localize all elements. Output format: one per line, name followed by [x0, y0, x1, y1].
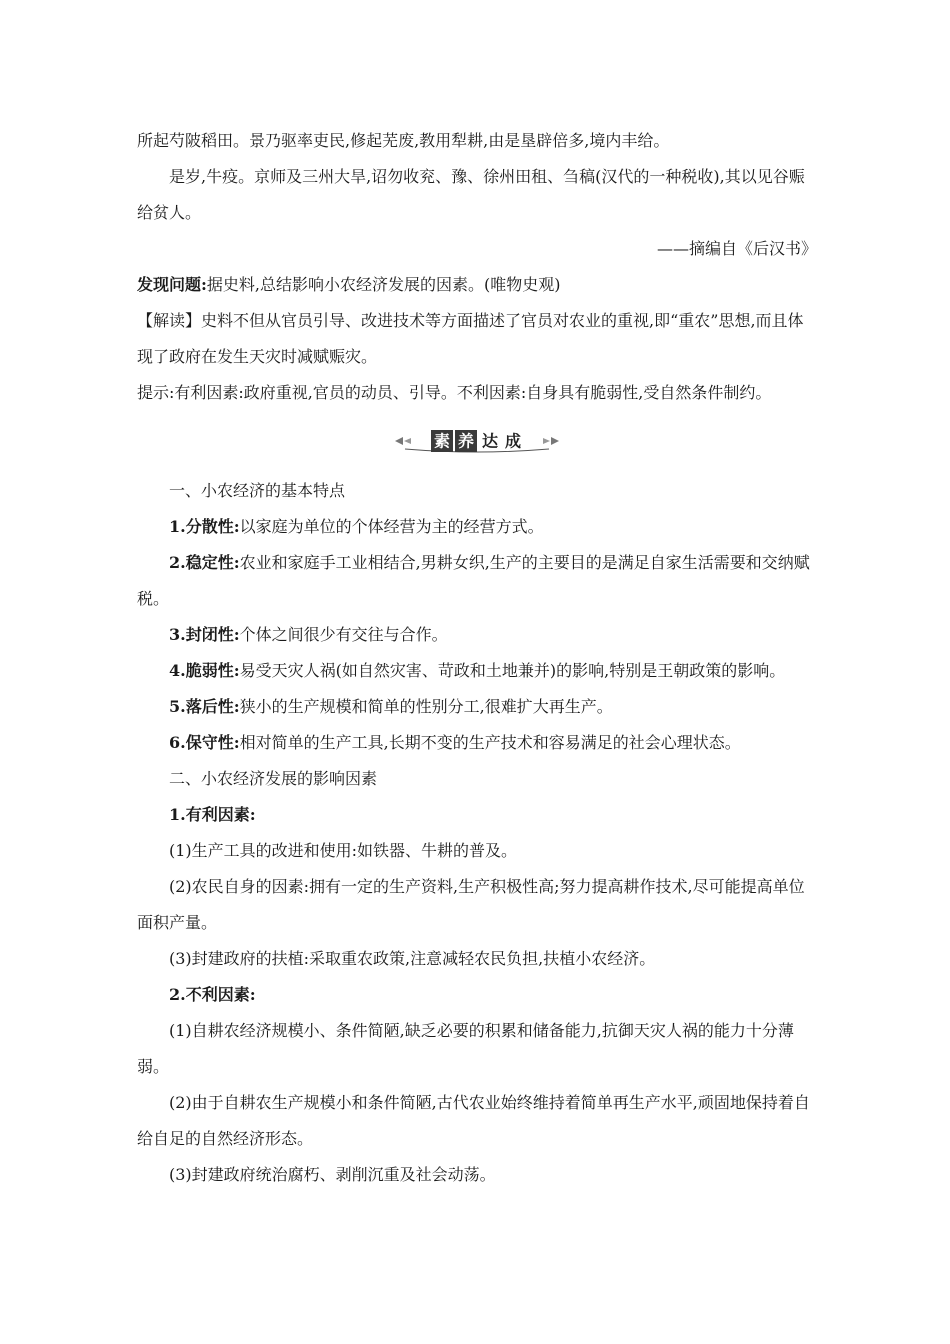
trait-label: 2.稳定性:	[169, 553, 240, 572]
question-paragraph	[137, 267, 817, 303]
banner-ornament	[391, 426, 563, 456]
trait-label: 3.封闭性:	[169, 625, 240, 644]
banner-char-2: 养	[457, 431, 475, 451]
trait-text: 农业和家庭手工业相结合,男耕女织,生产的主要目的是满足自家生活需要和交纳赋税。	[137, 553, 810, 608]
trait-text: 以家庭为单位的个体经营为主的经营方式。	[239, 517, 544, 536]
section1-heading: 一、小农经济的基本特点	[169, 481, 346, 500]
trait-item	[137, 725, 817, 761]
question-label: 发现问题:	[137, 275, 207, 294]
trait-text: 个体之间很少有交往与合作。	[239, 625, 448, 644]
factor-item: (2)农民自身的因素:拥有一定的生产资料,生产积极性高;努力提高耕作技术,尽可能提高单位面积产量。	[137, 877, 805, 932]
trait-label: 4.脆弱性:	[169, 661, 240, 680]
favorable-label: 1.有利因素:	[169, 805, 256, 824]
trait-text: 易受天灾人祸(如自然灾害、苛政和土地兼并)的影响,特别是王朝政策的影响。	[239, 661, 786, 680]
trait-item	[137, 653, 817, 689]
factor-item: (2)由于自耕农生产规模小和条件简陋,古代农业始终维持着简单再生产水平,顽固地保持着自给自足的自然经济形态。	[137, 1093, 810, 1148]
banner-char-3: 达	[481, 431, 499, 451]
unfavorable-label: 2.不利因素:	[169, 985, 256, 1004]
trait-text: 狭小的生产规模和简单的性别分工,很难扩大再生产。	[239, 697, 613, 716]
interpretation-paragraph	[137, 303, 817, 375]
interpretation-text: 史料不但从官员引导、改进技术等方面描述了官员对农业的重视,即“重农”思想,而且体现了政府在发生天灾时减赋赈灾。	[137, 311, 804, 366]
section2-heading: 二、小农经济发展的影响因素	[169, 769, 378, 788]
page-content	[137, 123, 817, 1193]
banner-char-4: 成	[504, 431, 522, 451]
factor-item: (3)封建政府统治腐朽、剥削沉重及社会动荡。	[169, 1165, 496, 1184]
interpretation-label: 【解读】	[137, 311, 202, 330]
trait-item	[137, 689, 817, 725]
question-text: 据史料,总结影响小农经济发展的因素。(唯物史观)	[206, 275, 561, 294]
factor-item: (1)生产工具的改进和使用:如铁器、牛耕的普及。	[169, 841, 518, 860]
trait-label: 6.保守性:	[169, 733, 240, 752]
source-paragraph-1: 所起芍陂稻田。景乃驱率吏民,修起芜废,教用犁耕,由是垦辟倍多,境内丰给。	[137, 131, 670, 150]
trait-label: 1.分散性:	[169, 517, 240, 536]
source-citation: ——摘编自《后汉书》	[656, 239, 817, 258]
trait-item	[137, 545, 817, 617]
trait-text: 相对简单的生产工具,长期不变的生产技术和容易满足的社会心理状态。	[239, 733, 741, 752]
trait-item	[137, 617, 817, 653]
trait-label: 5.落后性:	[169, 697, 240, 716]
banner-char-1: 素	[433, 431, 451, 451]
factor-item: (3)封建政府的扶植:采取重农政策,注意减轻农民负担,扶植小农经济。	[169, 949, 656, 968]
hint-paragraph: 提示:有利因素:政府重视,官员的动员、引导。不利因素:自身具有脆弱性,受自然条件制约。	[137, 383, 772, 402]
factor-item: (1)自耕农经济规模小、条件简陋,缺乏必要的积累和储备能力,抗御天灾人祸的能力十分薄弱。	[137, 1021, 794, 1076]
section-banner	[137, 421, 817, 461]
source-paragraph-2: 是岁,牛疫。京师及三州大旱,诏勿收兖、豫、徐州田租、刍稿(汉代的一种税收),其以见谷赈给贫人。	[137, 167, 805, 222]
trait-item	[137, 509, 817, 545]
